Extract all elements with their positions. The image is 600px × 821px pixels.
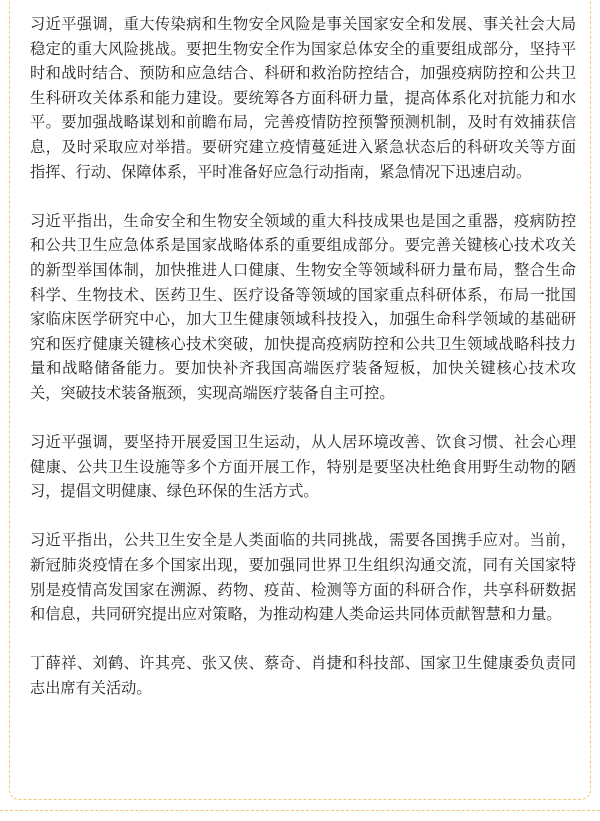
article-paragraph-1: 习近平强调，重大传染病和生物安全风险是事关国家安全和发展、事关社会大局稳定的重大风险挑战。要把生物安全作为国家总体安全的重要组成部分，坚持平时和战时结合、预防和应急结合、科研和救治防控结合，加强疫病防控和公共卫生科研攻关体系和能力建设。要统筹各方面科研力量，提高体系化对抗能力和水平。要加强战略谋划和前瞻布局，完善疫情防控预警预测机制，及时有效捕获信息，及时采取应对举措。要研究建立疫情蔓延进入紧急状态后的科研攻关等方面指挥、行动、保障体系，平时准备好应急行动指南，紧急情况下迅速启动。: [30, 15, 576, 181]
article-body: [30, 12, 576, 725]
article-paragraph-3: 习近平强调，要坚持开展爱国卫生运动，从人居环境改善、饮食习惯、社会心理健康、公共卫生设施等多个方面开展工作，特别是要坚决杜绝食用野生动物的陋习，提倡文明健康、绿色环保的生活方式。: [30, 433, 576, 501]
bottom-divider: [0, 810, 600, 811]
article-paragraph-4: 习近平指出，公共卫生安全是人类面临的共同挑战，需要各国携手应对。当前，新冠肺炎疫情在多个国家出现，要加强同世界卫生组织沟通交流，同有关国家特别是疫情高发国家在溯源、药物、疫苗、检测等方面的科研合作，共享科研数据和信息，共同研究提出应对策略，为推动构建人类命运共同体贡献智慧和力量。: [30, 531, 576, 624]
article-paragraph-5: 丁薛祥、刘鹤、许其亮、张又侠、蔡奇、肖捷和科技部、国家卫生健康委负责同志出席有关活动。: [30, 654, 576, 698]
article-paragraph-2: 习近平指出，生命安全和生物安全领域的重大科技成果也是国之重器，疫病防控和公共卫生应急体系是国家战略体系的重要组成部分。要完善关键核心技术攻关的新型举国体制，加快推进人口健康、生物安全等领域科研力量布局，整合生命科学、生物技术、医药卫生、医疗设备等领域的国家重点科研体系，布局一批国家临床医学研究中心，加大卫生健康领域科技投入，加强生命科学领域的基础研究和医疗健康关键核心技术突破，加快提高疫病防控和公共卫生领域战略科技力量和战略储备能力。要加快补齐我国高端医疗装备短板，加快关键核心技术攻关，突破技术装备瓶颈，实现高端医疗装备自主可控。: [30, 211, 576, 402]
